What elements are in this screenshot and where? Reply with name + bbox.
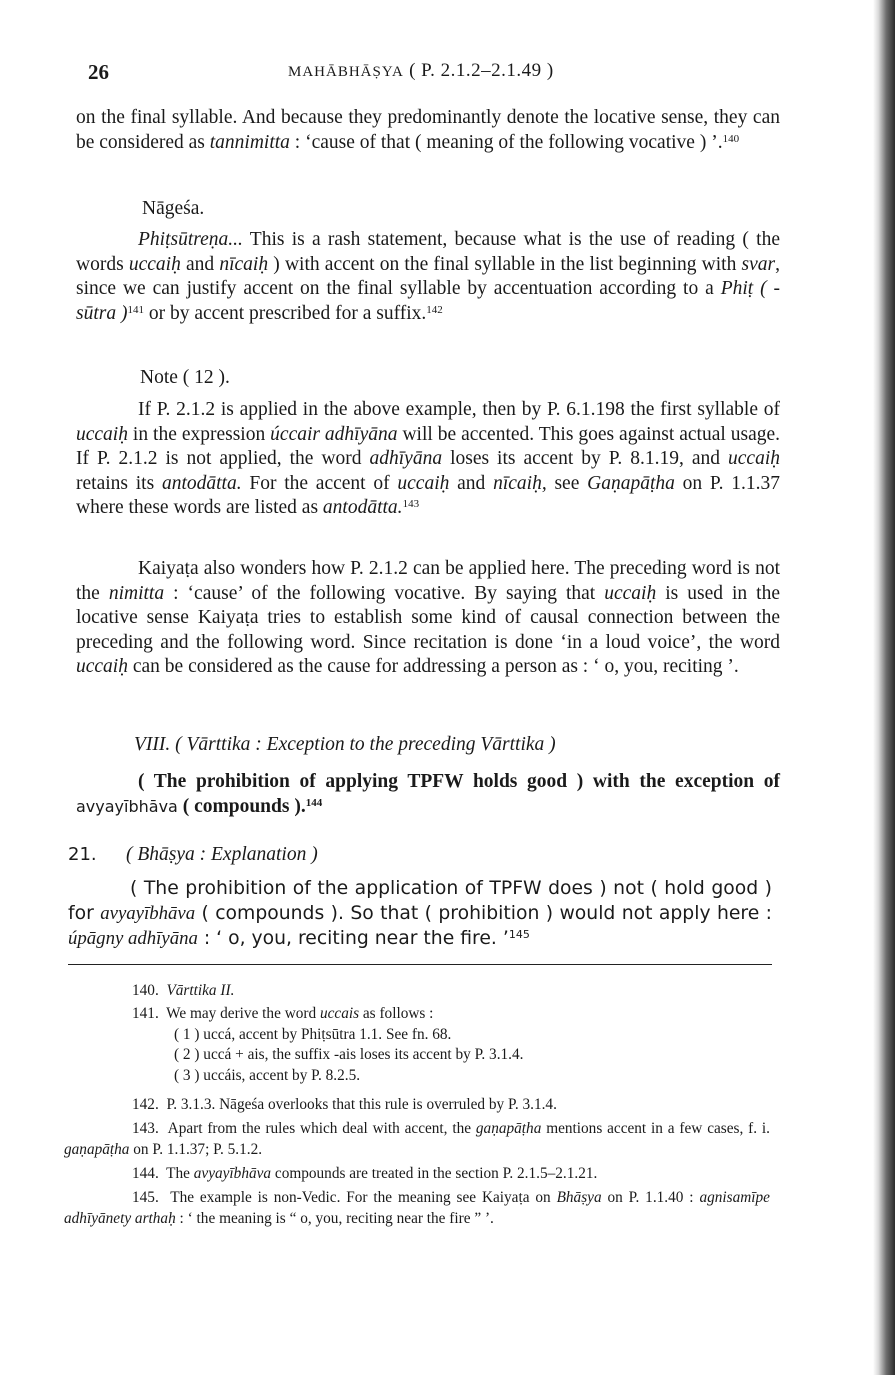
running-head (288, 60, 554, 82)
nagesa-heading: Nāgeśa. (142, 198, 205, 219)
paragraph-phitsutrena: Phiṭsūtreṇa... This is a rash statement, because what is the use of reading ( the words uccaiḥ and nīcaiḥ ) with accent on the final syllable in the list beginning with svar, since we can justify accent on the final syllable by accentuation according to a Phiṭ ( -sūtra )$^{141}$ or by accent prescribed for a suffix.$^{142}$ (76, 229, 780, 324)
running-head-rules: ( P. 2.1.2–2.1.49 ) (409, 60, 554, 81)
page-number: 26 (88, 60, 109, 84)
footnote-ref-143: 143 (402, 498, 420, 511)
footnote-140: 140. Vārttika II. (132, 982, 235, 999)
footnote-ref-144: 144 (305, 796, 323, 809)
footnote-ref-141: 141 (127, 303, 144, 316)
section-viii-heading: VIII. ( Vārttika : Exception to the preceding Vārttika ) (134, 734, 556, 755)
footnote-143: 143. Apart from the rules which deal with accent, the gaṇapāṭha mentions accent in a few cases, f. i. gaṇapāṭha on P. 1.1.37; P. 5.1.2. (64, 1120, 770, 1158)
footnote-ref-145: 145 (508, 928, 530, 941)
footnote-144: 144. The avyayībhāva compounds are treated in the section P. 2.1.5–2.1.21. (132, 1165, 598, 1182)
section-21-title: ( Bhāṣya : Explanation ) (126, 844, 318, 865)
section-number: 21. (68, 844, 97, 865)
footnote-ref-142: 142 (426, 303, 443, 316)
note-heading: Note ( 12 ). (140, 367, 230, 388)
footnote-141-step-3: ( 3 ) uccáis, accent by P. 8.2.5. (174, 1066, 361, 1084)
section-21-heading (68, 843, 772, 868)
footnote-145: 145. The example is non-Vedic. For the meaning see Kaiyaṭa on Bhāṣya on P. 1.1.40 : agnisamīpe adhīyānety arthaḥ : ‘ the meaning is “ o, you, reciting near the fire ” ’. (64, 1189, 770, 1227)
paragraph-continued: on the final syllable. And because they predominantly denote the locative sense, they can be considered as tannimitta : ‘cause of that ( meaning of the following vocative ) ’.$^{140}$ (76, 107, 780, 153)
footnote-rule (68, 964, 772, 965)
footnote-141-step-1: ( 1 ) uccá, accent by Phiṭsūtra 1.1. See fn. 68. (174, 1025, 452, 1043)
running-head-title: MAHĀBHĀṢYA (288, 64, 404, 80)
paragraph-note-12: If P. 2.1.2 is applied in the above example, then by P. 6.1.198 the first syllable of uccaiḥ in the expression úccair adhīyāna will be accented. This goes against actual usage. If P. 2.1.2 is not applied, the word adhīyāna loses its accent by P. 8.1.19, and uccaiḥ retains its antodātta. For the accent of uccaiḥ and nīcaiḥ, see Gaṇapāṭha on P. 1.1.37 where these words are listed as antodātta.$^{143}$ (76, 399, 781, 519)
varttika-statement: ( The prohibition of applying TPFW holds good ) with the exception of avyayībhāva ( compounds ).$^{144}$ (76, 771, 780, 817)
footnote-ref-140: 140 (722, 132, 740, 145)
book-binding-shadow (873, 0, 895, 1375)
footnote-142: 142. P. 3.1.3. Nāgeśa overlooks that this rule is overruled by P. 3.1.4. (132, 1096, 557, 1113)
footnote-141: 141. We may derive the word uccais as follows : ( 1 ) uccá, accent by Phiṭsūtra 1.1. See fn. 68. ( 2 ) uccá + ais, the suffix -ais loses its accent by P. 3.1.4. ( 3 ) uccáis, accent by P. 8.2.5. (64, 1004, 770, 1086)
footnote-141-step-2: ( 2 ) uccá + ais, the suffix -ais loses its accent by P. 3.1.4. (174, 1046, 524, 1063)
paragraph-kaiyata: Kaiyaṭa also wonders how P. 2.1.2 can be applied here. The preceding word is not the nimitta : ‘cause’ of the following vocative. By saying that uccaiḥ is used in the locative sense Kaiyaṭa tries to establish some kind of causal connection between the preceding and the following word. Since recitation is done ‘in a loud voice’, the word uccaiḥ can be considered as the cause for addressing a person as : ‘ o, you, reciting ’. (76, 558, 780, 678)
paragraph-bhasya: ( The prohibition of the application of TPFW does ) not ( hold good ) for avyayībhāva ( compounds ). So that ( prohibition ) would not apply here : úpāgny adhīyāna : ‘ o, you, reciting near the fire. ’$^{145}$ (68, 878, 772, 949)
page-header (88, 60, 788, 88)
